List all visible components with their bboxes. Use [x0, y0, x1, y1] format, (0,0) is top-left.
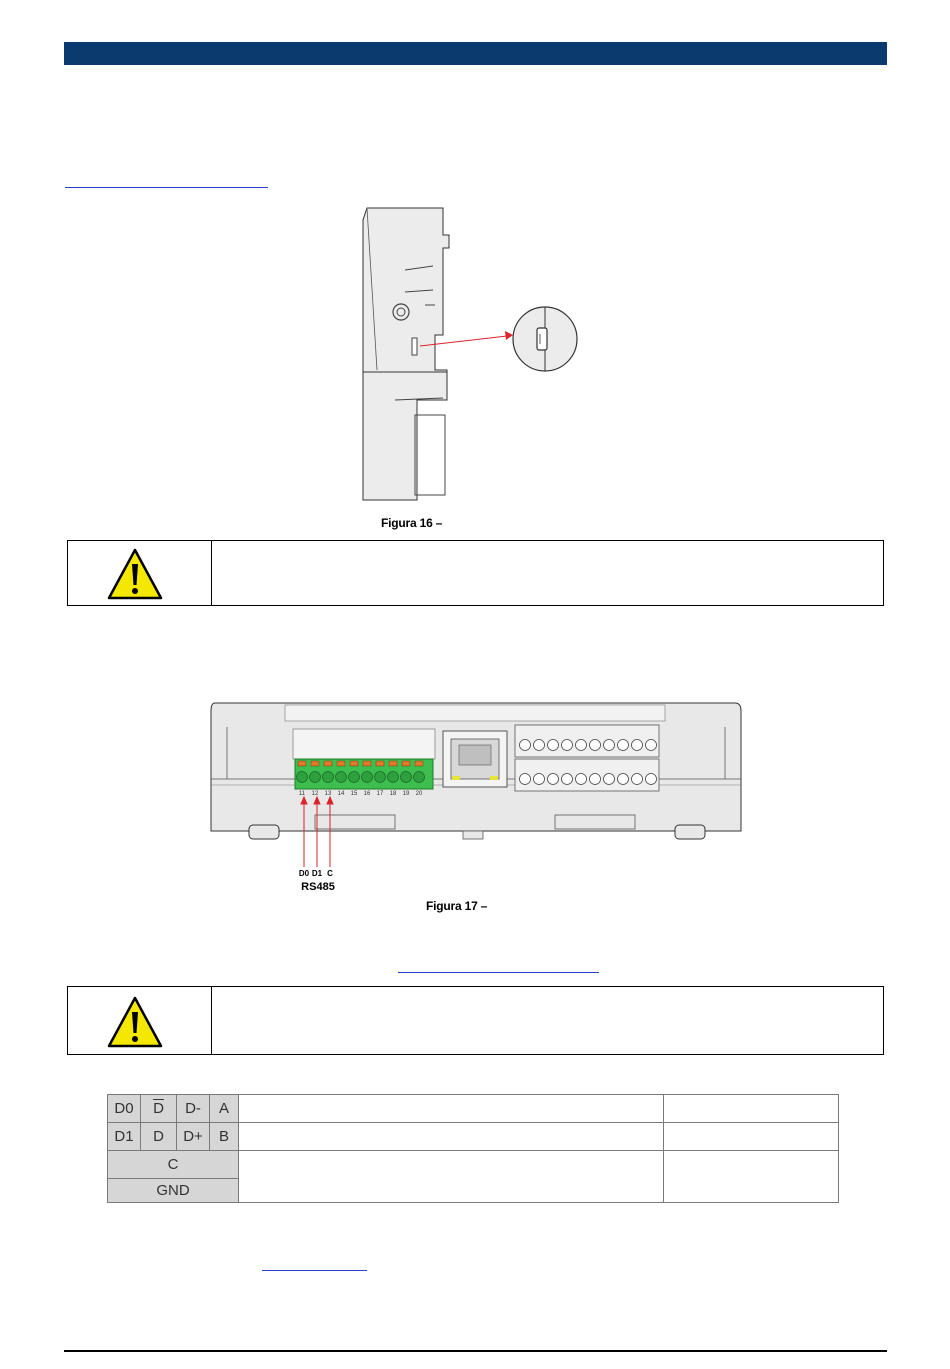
- pin-number: 15: [350, 791, 358, 797]
- rs485-pin-label: D0: [298, 869, 310, 878]
- signal-table: [107, 1094, 839, 1203]
- rs485-pin-label: D1: [311, 869, 323, 878]
- micro-usb-port: [412, 338, 417, 355]
- table-row: [108, 1151, 839, 1179]
- table-cell: D1: [108, 1123, 141, 1151]
- table-cell: D+: [177, 1123, 210, 1151]
- micro-usb-icon: [537, 328, 547, 350]
- pin-number: 20: [415, 791, 423, 797]
- rs485-label: RS485: [301, 881, 335, 893]
- pin-number: 19: [402, 791, 410, 797]
- header-bar: [64, 42, 887, 65]
- table-cell: D-: [177, 1095, 210, 1123]
- pin-number: 13: [324, 791, 332, 797]
- rs485-pin-label: C: [327, 869, 333, 878]
- table-cell: C: [108, 1151, 239, 1179]
- table-cell: [664, 1095, 839, 1123]
- table-row: [108, 1123, 839, 1151]
- table-cell: [664, 1123, 839, 1151]
- warning-box-2: [67, 986, 884, 1055]
- warning-icon: [106, 995, 164, 1049]
- table-cell: D0: [108, 1095, 141, 1123]
- pin-number: 14: [337, 791, 345, 797]
- warning-icon-cell: [68, 541, 212, 605]
- link-underline[interactable]: [65, 187, 268, 188]
- table-cell: $\overline{D}$: [141, 1095, 177, 1123]
- device-side-view: [355, 200, 595, 515]
- pin-number: 18: [389, 791, 397, 797]
- pin-number: 17: [376, 791, 384, 797]
- table-cell: [239, 1095, 664, 1123]
- table-cell: [664, 1151, 839, 1203]
- pin-number: 16: [363, 791, 371, 797]
- table-row: [108, 1095, 839, 1123]
- warning-icon: [106, 547, 164, 601]
- table-cell: A: [210, 1095, 239, 1123]
- table-cell: D: [141, 1123, 177, 1151]
- table-cell: [239, 1151, 664, 1203]
- table-cell: B: [210, 1123, 239, 1151]
- link-underline[interactable]: [262, 1270, 367, 1271]
- link-underline[interactable]: [398, 972, 599, 973]
- figure-17-caption: Figura 17 –: [426, 899, 488, 913]
- table-cell: GND: [108, 1179, 239, 1203]
- footer-line: [64, 1350, 887, 1352]
- table-cell: [239, 1123, 664, 1151]
- figure-16-caption: Figura 16 –: [381, 516, 443, 530]
- pin-number: 11: [298, 791, 306, 797]
- warning-icon-cell: [68, 987, 212, 1054]
- device-front-view: [205, 697, 745, 897]
- pin-number: 12: [311, 791, 319, 797]
- warning-box-1: [67, 540, 884, 606]
